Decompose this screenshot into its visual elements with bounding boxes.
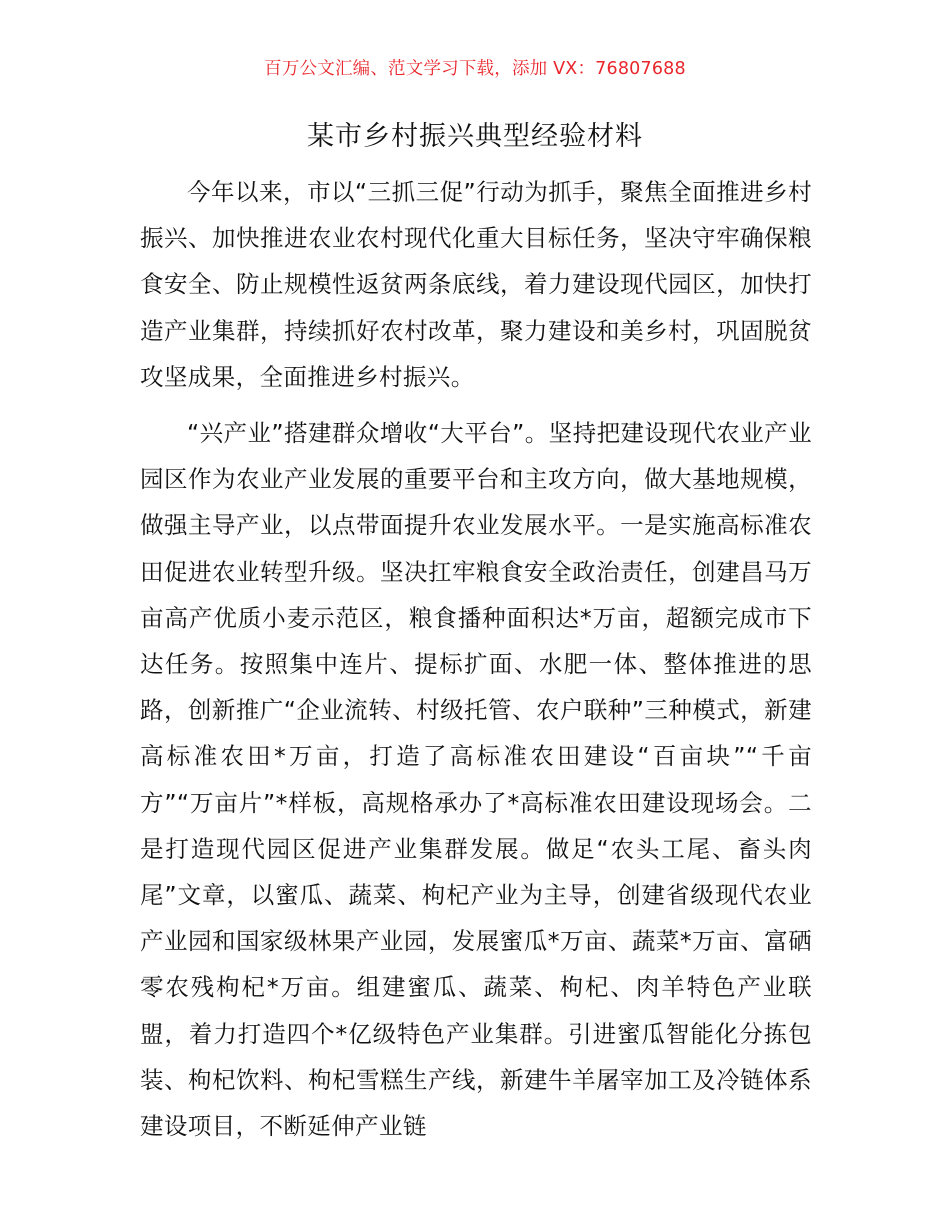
document-title: 某市乡村振兴典型经验材料 (307, 121, 643, 152)
paragraph-intro: 今年以来，市以“三抓三促”行动为抓手，聚焦全面推进乡村振兴、加快推进农业农村现代化重大目标任务，坚决守牢确保粮食安全、防止规模性返贫两条底线，着力建设现代园区，加快打造产业集群，持续抓好农村改革，聚力建设和美乡村，巩固脱贫攻坚成果，全面推进乡村振兴。 (140, 178, 812, 391)
header-watermark-note: 百万公文汇编、范文学习下载，添加 VX：76807688 (264, 59, 686, 79)
document-body (140, 169, 812, 1149)
paragraph-industry: “兴产业”搭建群众增收“大平台”。坚持把建设现代农业产业园区作为农业产业发展的重要平台和主攻方向，做大基地规模，做强主导产业，以点带面提升农业发展水平。一是实施高标准农田促进农业转型升级。坚决扛牢粮食安全政治责任，创建昌马万亩高产优质小麦示范区，粮食播种面积达*万亩，超额完成市下达任务。按照集中连片、提标扩面、水肥一体、整体推进的思路，创新推广“企业流转、村级托管、农户联种”三种模式，新建高标准农田*万亩，打造了高标准农田建设“百亩块”“千亩方”“万亩片”*样板，高规格承办了*高标准农田建设现场会。二是打造现代园区促进产业集群发展。做足“农头工尾、畜头肉尾”文章，以蜜瓜、蔬菜、枸杞产业为主导，创建省级现代农业产业园和国家级林果产业园，发展蜜瓜*万亩、蔬菜*万亩、富硒零农残枸杞*万亩。组建蜜瓜、蔬菜、枸杞、肉羊特色产业联盟，着力打造四个*亿级特色产业集群。引进蜜瓜智能化分拣包装、枸杞饮料、枸杞雪糕生产线，新建牛羊屠宰加工及冷链体系建设项目，不断延伸产业链 (140, 419, 812, 1141)
